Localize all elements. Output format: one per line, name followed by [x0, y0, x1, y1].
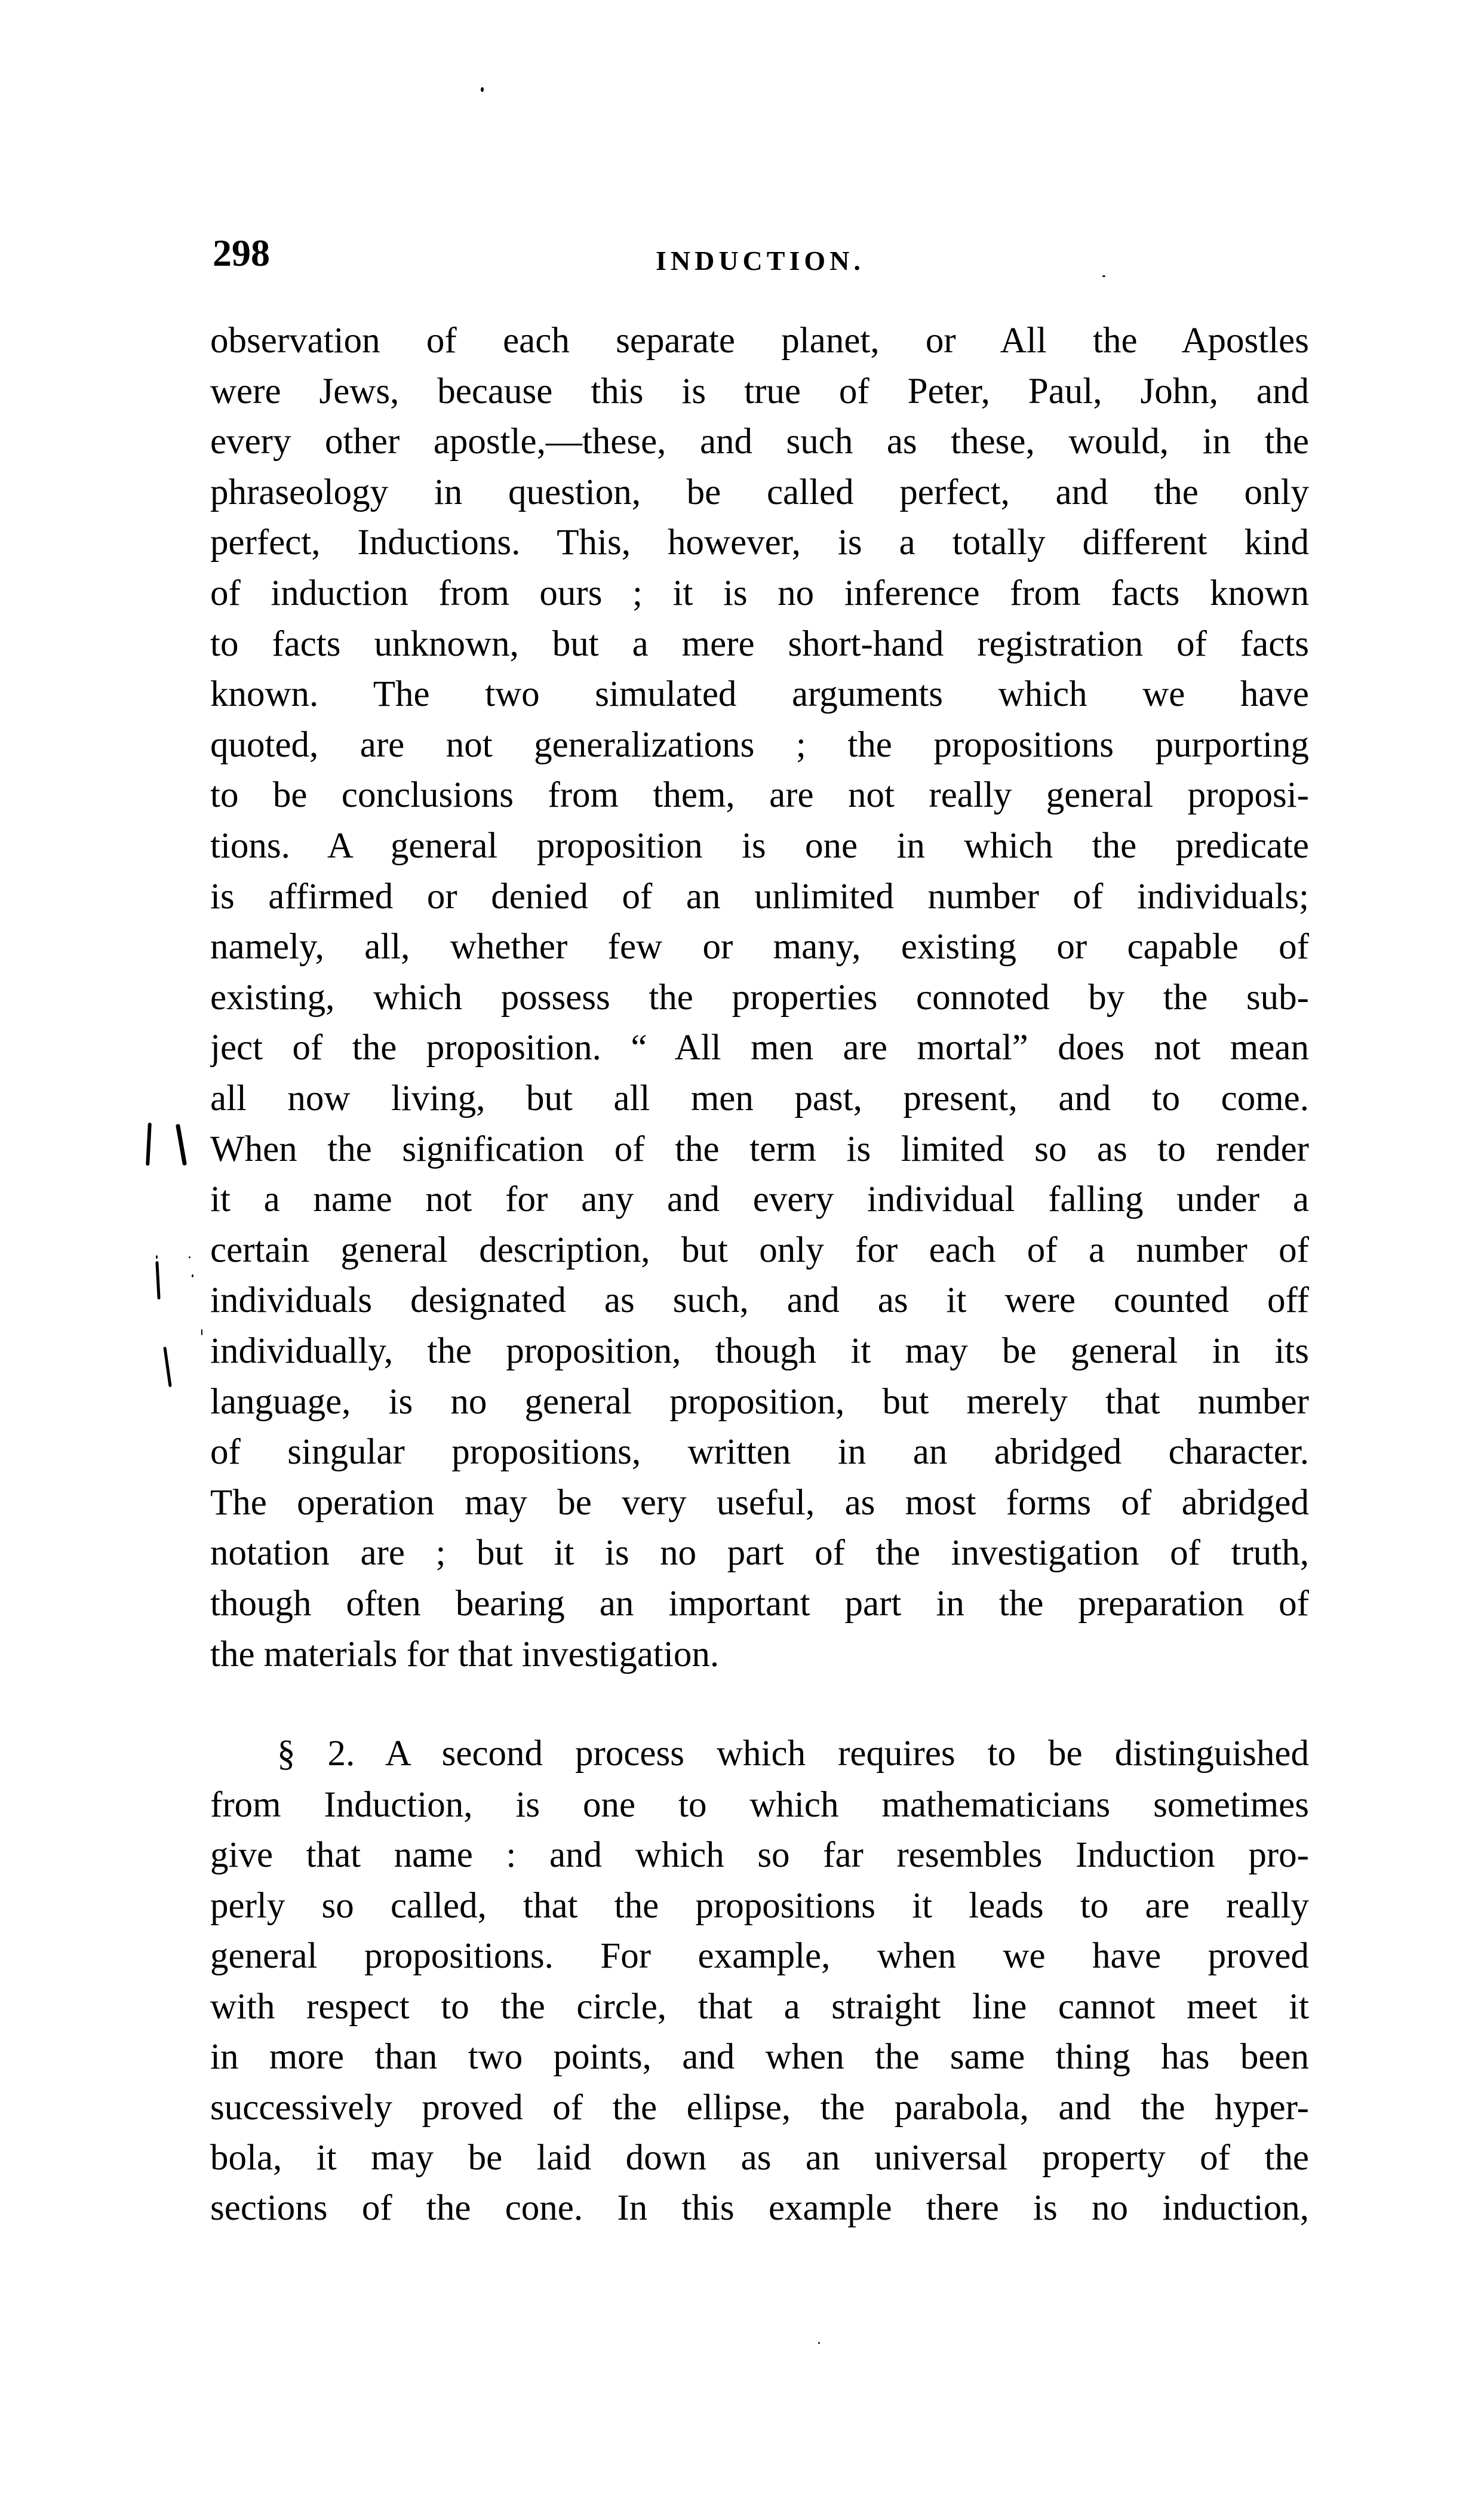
text-line: phraseology in question, be called perfect, and the only — [210, 472, 1309, 512]
text-line: quoted, are not generalizations ; the propositions purporting — [210, 725, 1309, 765]
text-line: all now living, but all men past, present, and to come. — [210, 1078, 1309, 1118]
page-number: 298 — [213, 232, 270, 274]
text-line: notation are ; but it is no part of the investigation of truth, — [210, 1533, 1309, 1573]
scan-speck — [192, 1274, 193, 1277]
text-line: individually, the proposition, though it may be general in its — [210, 1331, 1309, 1371]
text-line: give that name : and which so far resembles Induction pro- — [210, 1835, 1309, 1875]
text-line: individuals designated as such, and as it were counted off — [210, 1280, 1309, 1320]
scan-speck — [818, 2342, 820, 2344]
text-line: to be conclusions from them, are not really general proposi- — [210, 775, 1309, 815]
text-line: perly so called, that the propositions it leads to are really — [210, 1886, 1309, 1926]
text-line: tions. A general proposition is one in which the predicate — [210, 826, 1309, 866]
margin-mark — [163, 1347, 171, 1387]
text-line: from Induction, is one to which mathematicians sometimes — [210, 1785, 1309, 1825]
scan-speck — [481, 87, 484, 92]
scan-speck — [1102, 275, 1105, 277]
scan-speck — [156, 1255, 158, 1259]
text-line: in more than two points, and when the same thing has been — [210, 2037, 1309, 2077]
text-line: were Jews, because this is true of Peter, Paul, John, and — [210, 371, 1309, 411]
text-line: ject of the proposition. “ All men are mortal” does not mean — [210, 1028, 1309, 1068]
text-line: though often bearing an important part in the preparation of — [210, 1584, 1309, 1624]
text-line: certain general description, but only for each of a number of — [210, 1230, 1309, 1270]
text-line: When the signification of the term is limited so as to render — [210, 1129, 1309, 1169]
text-line: with respect to the circle, that a straight line cannot meet it — [210, 1987, 1309, 2027]
text-line: The operation may be very useful, as most forms of abridged — [210, 1483, 1309, 1523]
text-line: of singular propositions, written in an abridged character. — [210, 1432, 1309, 1472]
scan-speck — [189, 1256, 190, 1258]
margin-mark — [201, 1329, 202, 1335]
text-line: general propositions. For example, when we have proved — [210, 1936, 1309, 1976]
text-line: known. The two simulated arguments which we have — [210, 674, 1309, 714]
text-line: perfect, Inductions. This, however, is a totally different kind — [210, 523, 1309, 563]
text-line: existing, which possess the properties connoted by the sub- — [210, 978, 1309, 1018]
margin-mark — [146, 1123, 152, 1166]
running-title: INDUCTION. — [656, 245, 865, 276]
text-line: is affirmed or denied of an unlimited number of individuals; — [210, 877, 1309, 917]
text-line: every other apostle,—these, and such as these, would, in the — [210, 422, 1309, 462]
text-line: the materials for that investigation. — [210, 1634, 720, 1674]
text-line: it a name not for any and every individual falling under a — [210, 1179, 1309, 1219]
text-line: bola, it may be laid down as an universal property of the — [210, 2138, 1309, 2178]
text-line: observation of each separate planet, or All the Apostles — [210, 321, 1309, 361]
margin-mark — [155, 1261, 160, 1299]
text-line: of induction from ours ; it is no inference from facts known — [210, 573, 1309, 613]
section-heading-line: § 2. A second process which requires to be distinguished — [277, 1734, 1309, 1774]
text-line: sections of the cone. In this example there is no induction, — [210, 2188, 1309, 2228]
text-line: successively proved of the ellipse, the parabola, and the hyper- — [210, 2088, 1309, 2128]
text-line: namely, all, whether few or many, existing or capable of — [210, 927, 1309, 967]
margin-mark — [176, 1124, 187, 1166]
text-line: language, is no general proposition, but merely that number — [210, 1382, 1309, 1422]
text-line: to facts unknown, but a mere short-hand registration of facts — [210, 624, 1309, 664]
